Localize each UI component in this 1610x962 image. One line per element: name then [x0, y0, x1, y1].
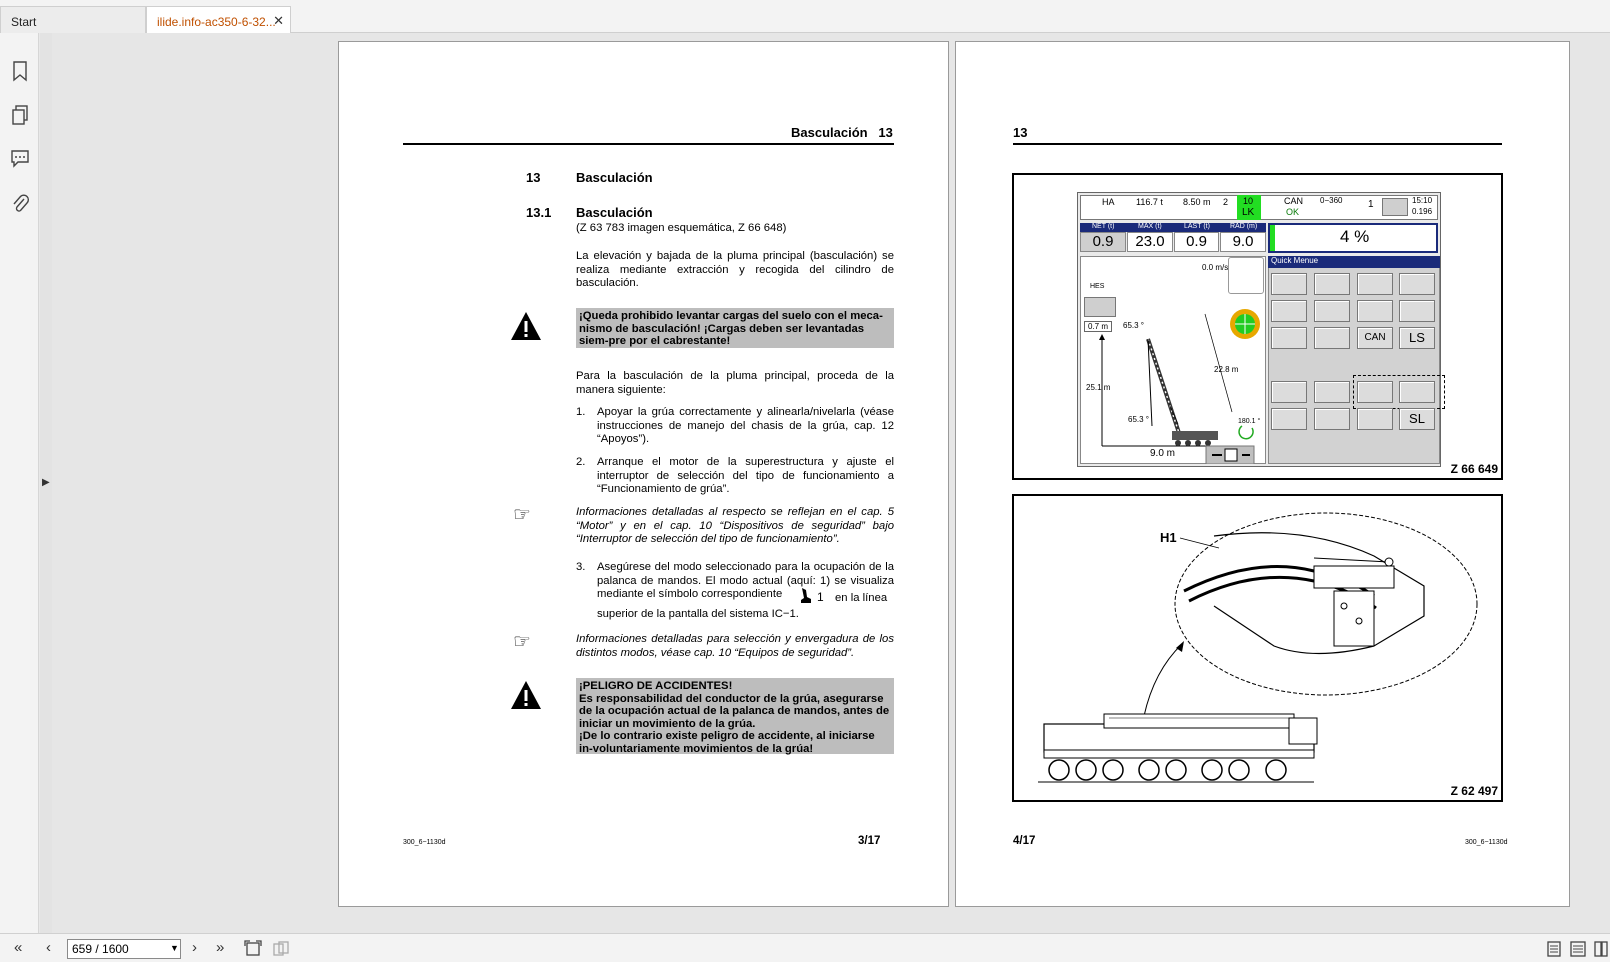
quick-menu-button[interactable] — [1271, 273, 1307, 295]
note-paragraph: Informaciones detalladas al respecto se reflejan en el cap. 5 “Motor” y en el cap. 10 “Dispositivos de seguridad” bajo “Interruptor de selección del tipo de funcionamiento”. — [576, 506, 894, 545]
lk-label: LK — [1242, 207, 1255, 218]
step-text-continued: en la línea — [835, 592, 888, 604]
figure-display — [1012, 173, 1503, 480]
warning-icon — [509, 310, 543, 342]
mode-value: 1 — [1368, 199, 1374, 210]
quick-menu-button[interactable] — [1271, 381, 1307, 403]
page-right — [955, 41, 1570, 907]
subsection-title: Basculación — [576, 205, 653, 220]
quick-menu-button[interactable] — [1271, 327, 1307, 349]
ls-button[interactable]: LS — [1399, 327, 1435, 349]
quick-menu-button[interactable] — [1314, 327, 1350, 349]
quick-menu-button[interactable] — [1314, 273, 1350, 295]
quick-menu-button[interactable] — [1399, 273, 1435, 295]
parts-value: 2 — [1223, 197, 1229, 207]
step-text: Arranque el motor de la superestructura y ajuste el interruptor de selección del tipo de funcionamiento a “Funcionamiento de grúa”. — [597, 456, 894, 495]
slew-range: 0−360 — [1320, 196, 1343, 205]
quick-menu-button[interactable] — [1314, 300, 1350, 322]
can-button[interactable]: CAN — [1357, 327, 1393, 349]
navigation-bar — [0, 933, 1610, 962]
angle-top: 65.3 ° — [1123, 321, 1144, 330]
procedure-paragraph: Para la basculación de la pluma principal, proceda de la manera siguiente: — [576, 370, 894, 396]
attachment-icon[interactable] — [10, 193, 30, 215]
net-value: 0.9 — [1080, 232, 1126, 252]
time-value: 15:10 — [1412, 196, 1433, 205]
quick-menu-button[interactable] — [1271, 300, 1307, 322]
page-header: 13 — [1013, 125, 1028, 140]
step-number: 2. — [576, 456, 586, 468]
quick-menu-button[interactable] — [1271, 408, 1307, 430]
chevron-down-icon[interactable]: ▼ — [170, 943, 179, 953]
joystick-icon — [799, 587, 815, 605]
footer-page-number: 3/17 — [858, 835, 881, 847]
callout-label: H1 — [1160, 530, 1177, 545]
rotate-page-icon[interactable] — [272, 940, 290, 958]
can-status: OK — [1286, 207, 1300, 217]
step-number: 3. — [576, 561, 586, 573]
note-paragraph: Informaciones detalladas para selección y envergadura de los distintos modos, véase cap. 10 “Equipos de seguridad”. — [576, 633, 894, 659]
bookmark-icon[interactable] — [10, 60, 30, 82]
can-label: CAN — [1284, 196, 1304, 206]
quick-menu-button[interactable] — [1357, 300, 1393, 322]
time-subvalue: 0.196 — [1412, 207, 1433, 216]
boom-length: 22.8 m — [1214, 365, 1239, 374]
ic1-display-screen — [1077, 192, 1441, 467]
level-icon[interactable] — [1228, 307, 1262, 341]
mode-symbol-value: 1 — [817, 590, 824, 604]
tab-document[interactable] — [146, 6, 291, 33]
tab-label: ilide.info-ac350-6-32... — [157, 15, 276, 29]
boom-diagram — [1080, 256, 1266, 464]
section-number: 13 — [526, 170, 541, 185]
last-value: 0.9 — [1174, 232, 1219, 252]
step-text: Apoyar la grúa correctamente y alinearla/nivelarla (véase instrucciones de manejo del chasis de la grúa, cap. 12 “Apoyos”). — [597, 406, 894, 445]
tab-bar — [0, 0, 1610, 33]
header-rule — [1013, 143, 1502, 145]
previous-page-icon[interactable]: ‹ — [46, 939, 51, 956]
crane-drawing — [1014, 496, 1501, 800]
max-label: MAX (t) — [1138, 223, 1162, 230]
hand-pointer-icon: ☞ — [513, 631, 531, 653]
continuous-view-icon[interactable] — [1570, 941, 1586, 957]
figure-label: Z 62 497 — [1450, 784, 1498, 798]
quick-menu-button[interactable] — [1399, 300, 1435, 322]
last-label: LAST (t) — [1184, 223, 1210, 230]
two-page-view-icon[interactable] — [1594, 941, 1608, 957]
subsection-number: 13.1 — [526, 205, 552, 220]
danger-text: ¡De lo contrario existe peligro de accidente, al iniciarse in-voluntariamente movimientos de la grúa! — [579, 730, 875, 755]
hook-height: 0.7 m — [1084, 321, 1112, 332]
footer-page-number: 4/17 — [1013, 835, 1036, 847]
last-page-icon[interactable]: » — [216, 939, 225, 956]
page-header: Basculación 13 — [791, 125, 893, 140]
quick-menu-title: Quick Menue — [1271, 256, 1319, 265]
danger-title: ¡PELIGRO DE ACCIDENTES! — [579, 680, 733, 692]
angle-bottom: 65.3 ° — [1128, 415, 1149, 424]
first-page-icon[interactable]: « — [14, 939, 23, 956]
tab-start[interactable] — [0, 6, 146, 33]
height-value: 25.1 m — [1086, 383, 1111, 392]
figure-label: Z 66 649 — [1450, 462, 1498, 476]
sl-button[interactable]: SL — [1399, 408, 1435, 430]
step-text: Asegúrese del modo seleccionado para la ocupación de la palanca de mandos. El modo actual (aquí: 1) se visualiza mediante el símbolo correspondiente — [597, 561, 894, 600]
next-page-icon[interactable]: › — [192, 939, 197, 956]
length-value: 8.50 m — [1183, 197, 1211, 207]
danger-text: Es responsabilidad del conductor de la grúa, asegurarse de la ocupación actual de la palanca de mandos, antes de iniciar un movimiento de la grúa. — [579, 692, 890, 730]
page-left — [338, 41, 949, 907]
single-page-view-icon[interactable] — [1546, 941, 1562, 957]
sidebar — [0, 33, 39, 933]
lk-number: 10 — [1243, 196, 1254, 206]
quick-menu-button[interactable] — [1357, 408, 1393, 430]
rad-value: 9.0 — [1220, 232, 1266, 252]
rad-label: RAD (m) — [1230, 223, 1258, 230]
hand-pointer-icon: ☞ — [513, 504, 531, 526]
radius-value: 9.0 m — [1150, 448, 1176, 459]
warning-box: ¡Queda prohibido levantar cargas del suelo con el meca-nismo de basculación! ¡Cargas deben ser levantadas siem-pre por el cabrestante! — [576, 308, 894, 348]
slew-angle: 180.1 ° — [1238, 418, 1261, 425]
footer-code: 300_6−1130d — [403, 839, 446, 846]
comments-icon[interactable] — [10, 147, 30, 169]
step-number: 1. — [576, 406, 586, 418]
step-text-continued: superior de la pantalla del sistema IC−1. — [597, 608, 799, 620]
weight-value: 116.7 t — [1136, 197, 1163, 207]
fit-page-icon[interactable] — [244, 940, 262, 958]
utilization-percent: 4 % — [1340, 227, 1370, 246]
quick-menu-button[interactable] — [1314, 408, 1350, 430]
page-number-input[interactable] — [67, 939, 181, 959]
figure-crane — [1012, 494, 1503, 802]
tab-label: Start — [11, 15, 37, 29]
hes-label: HES — [1090, 283, 1105, 290]
warning-icon — [509, 679, 543, 711]
chevron-right-icon[interactable]: ▶ — [42, 477, 50, 488]
quick-menu-button[interactable] — [1357, 273, 1393, 295]
selection-frame — [1353, 375, 1445, 409]
close-icon[interactable]: ✕ — [273, 13, 284, 28]
intro-paragraph: La elevación y bajada de la pluma principal (basculación) se realiza mediante extracción y recogida del cilindro de basculación. — [576, 250, 894, 289]
max-value: 23.0 — [1127, 232, 1173, 252]
net-label: NET (t) — [1092, 223, 1115, 230]
wind-value: 0.0 m/s — [1202, 263, 1229, 272]
danger-box — [576, 678, 894, 754]
horn-icon[interactable] — [1382, 198, 1408, 216]
ha-label: HA — [1102, 197, 1115, 207]
quick-menu-button[interactable] — [1314, 381, 1350, 403]
figure-reference: (Z 63 783 imagen esquemática, Z 66 648) — [576, 222, 787, 234]
section-title: Basculación — [576, 170, 653, 185]
header-rule — [403, 143, 894, 145]
utilization-fill — [1270, 225, 1275, 251]
pages-icon[interactable] — [10, 104, 30, 126]
footer-code: 300_6−1130d — [1465, 839, 1508, 846]
document-viewer — [52, 33, 1610, 933]
